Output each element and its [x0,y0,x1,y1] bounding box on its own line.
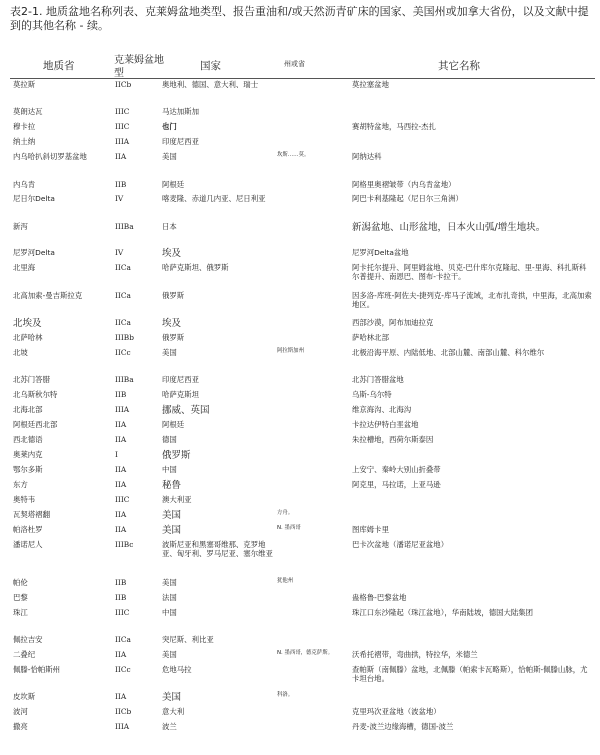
cell-other-names: 阿格里奥褶皱带（内乌肯盆地） [352,180,456,189]
cell-country: 印度尼西亚 [162,375,199,384]
cell-province: 帕伦 [13,578,28,587]
cell-country: 意大利 [162,707,185,716]
cell-country: 美国 [162,578,177,587]
cell-other-names: 上安宁、秦岭大别山折叠带 [352,465,441,474]
cell-province: 内乌肯 [13,180,36,189]
cell-other-names: 新潟盆地、山形盆地，日本火山弧/增生地块。 [352,222,546,233]
cell-klemme-type: IICa [115,263,131,272]
cell-klemme-type: I [115,450,118,459]
cell-state: 犹他州 [277,578,294,584]
cell-province: 帕洛杜罗 [13,525,43,534]
cell-country: 也门 [162,122,177,131]
cell-province: 奥莱内克 [13,450,43,459]
cell-klemme-type: IIIC [115,122,130,131]
cell-country: 美国 [162,510,182,521]
cell-other-names: 珠江口东沙隆起（珠江盆地），华南陆坡，德国大陆集团 [352,608,534,617]
cell-country: 中国 [162,608,177,617]
cell-country: 日本 [162,222,177,231]
header-other: 其它名称 [438,60,480,72]
cell-country: 哈萨克斯坦 [162,390,199,399]
cell-other-names: 阿纳达科 [352,152,382,161]
cell-country: 波兰 [162,722,177,731]
cell-klemme-type: IICb [115,707,132,716]
cell-other-names: 萨哈林北部 [352,333,389,342]
cell-other-names: 北苏门答腊盆地 [352,375,404,384]
cell-province: 西北德语 [13,435,43,444]
cell-klemme-type: IIIA [115,722,130,731]
cell-country: 喀麦隆、赤道几内亚、尼日利亚 [162,194,266,203]
cell-country: 挪威、英国 [162,405,210,416]
cell-province: 巴黎 [13,593,28,602]
cell-state: 科洛。 [277,692,294,698]
cell-country: 美国 [162,692,182,703]
cell-klemme-type: IIIBa [115,222,134,231]
cell-province: 东方 [13,480,28,489]
cell-province: 北里海 [13,263,36,272]
cell-state: N. 墨西哥，德克萨斯。 [277,650,333,656]
cell-province: 新泻 [13,222,28,231]
cell-other-names: 丹麦-波兰边缘海槽，德国-波兰 [352,722,454,731]
cell-klemme-type: IICa [115,635,131,644]
cell-other-names: 阿巴卡利基隆起（尼日尔三角洲） [352,194,463,203]
cell-country: 危地马拉 [162,665,192,674]
cell-country: 美国 [162,525,182,536]
cell-country: 马达加斯加 [162,107,199,116]
header-klemme-line2: 型 [114,68,124,79]
cell-klemme-type: IIB [115,390,127,399]
cell-klemme-type: IIIBc [115,540,134,549]
cell-klemme-type: IICc [115,665,131,674]
cell-klemme-type: IIA [115,420,127,429]
cell-state: 方舟。 [277,510,294,516]
cell-other-names: 朱拉槽地，西荷尔斯泰因 [352,435,434,444]
cell-klemme-type: IIB [115,578,127,587]
cell-province: 尼罗河Delta [13,248,55,257]
cell-country: 俄罗斯 [162,291,185,300]
cell-province: 潘诺尼人 [13,540,43,549]
cell-country: 中国 [162,465,177,474]
cell-country: 阿根廷 [162,180,185,189]
cell-klemme-type: IIIC [115,495,130,504]
header-state: 州或省 [284,60,305,68]
cell-province: 撒亮 [13,722,28,731]
cell-other-names: 北极沿海平原、内陆低地、北部山麓、南部山麓、科尔维尔 [352,348,545,357]
cell-province: 珠江 [13,608,28,617]
cell-country: 德国 [162,435,177,444]
cell-other-names: 查帕斯（南佩滕）盆地，北佩滕（帕索卡瓦略斯），恰帕斯-佩滕山脉，尤卡坦台地。 [352,665,588,683]
cell-klemme-type: IIA [115,465,127,474]
cell-province: 北海北部 [13,405,43,414]
cell-province: 佩拉吉安 [13,635,43,644]
cell-state: 阿拉斯加州 [277,348,304,354]
cell-klemme-type: IIIC [115,608,130,617]
cell-province: 波河 [13,707,28,716]
cell-country: 哈萨克斯坦、俄罗斯 [162,263,229,272]
cell-other-names: 卡拉达伊特白垩盆地 [352,420,419,429]
cell-country: 法国 [162,593,177,602]
cell-province: 阿根廷西北部 [13,420,58,429]
cell-country: 埃及 [162,318,182,329]
header-country: 国家 [200,60,221,72]
cell-klemme-type: IIA [115,525,127,534]
cell-klemme-type: IIIBb [115,333,134,342]
cell-other-names: 莫拉塞盆地 [352,80,389,89]
cell-klemme-type: IIB [115,593,127,602]
cell-other-names: 乌斯-乌尔特 [352,390,392,399]
cell-other-names: 巴卡次盆地（潘诺尼亚盆地） [352,540,449,549]
cell-klemme-type: IIA [115,510,127,519]
cell-province: 穆卡拉 [13,122,36,131]
cell-country: 奥地利、德国、意大利、瑞士 [162,80,259,89]
cell-country: 美国 [162,348,177,357]
cell-other-names: 蛊格鲁-巴黎盆地 [352,593,407,602]
cell-province: 瓦契塔褶翻 [13,510,50,519]
cell-province: 鄂尔多斯 [13,465,43,474]
cell-klemme-type: IV [115,248,124,257]
cell-country: 阿根廷 [162,420,185,429]
cell-country: 埃及 [162,248,182,259]
cell-klemme-type: IIIA [115,137,130,146]
cell-country: 俄罗斯 [162,450,191,461]
cell-other-names: 阿卡托尔提升、阿里姆盆地、贝克-巴什库尔克隆起、里-里海、科扎斯科尔普提升、南恩巴、图布-卡拉干。 [352,263,587,281]
cell-klemme-type: IIIBa [115,375,134,384]
cell-klemme-type: IIA [115,692,127,701]
cell-other-names: 维京海沟、北海沟 [352,405,412,414]
cell-state: 坎斯……莫。 [277,152,310,158]
cell-klemme-type: IIA [115,480,127,489]
cell-country: 美国 [162,152,177,161]
cell-province: 纳土纳 [13,137,36,146]
cell-province: 莫朗达瓦 [13,107,43,116]
cell-klemme-type: IICa [115,318,131,327]
cell-country: 澳大利亚 [162,495,192,504]
cell-klemme-type: IIIC [115,107,130,116]
cell-province: 北坡 [13,348,28,357]
cell-country: 俄罗斯 [162,333,185,342]
cell-other-names: 尼罗河Delta盆地 [352,248,409,257]
cell-province: 莫拉斯 [13,80,36,89]
table-header [10,50,595,79]
cell-province: 内乌哈扒斜切罗基盆地 [13,152,87,161]
cell-klemme-type: IIA [115,650,127,659]
cell-province: 北萨哈林 [13,333,43,342]
cell-province: 佩滕-恰帕斯州 [13,665,61,674]
cell-other-names: 沃希托褶带，弯曲拱，特拉华，米德兰 [352,650,478,659]
cell-state: N. 墨西哥 [277,525,301,531]
cell-province: 二叠纪 [13,650,36,659]
cell-other-names: 西部沙漠，阿布加迪拉克 [352,318,434,327]
cell-country: 突尼斯、利比亚 [162,635,214,644]
cell-province: 北苏门答腊 [13,375,50,384]
cell-country: 波斯尼亚和黑塞哥维那、克罗地亚、匈牙利、罗马尼亚、塞尔维亚 [162,540,273,558]
cell-other-names: 赛胡特盆地，马西拉-杰扎 [352,122,436,131]
cell-other-names: 阿克里，马拉诺，上亚马逊 [352,480,441,489]
cell-klemme-type: IICb [115,80,132,89]
cell-other-names: 因多洛-库班-阿佐夫-捷列克-库马子流域，北布扎奇拱，中里海，北高加索地区。 [352,291,592,309]
cell-other-names: 图库姆卡里 [352,525,389,534]
cell-province: 尼日尔Delta [13,194,55,203]
cell-klemme-type: IICa [115,291,131,300]
cell-country: 印度尼西亚 [162,137,199,146]
table-caption: 表2-1. 地质盆地名称列表、克莱姆盆地类型、报告重油和/或天然沥青矿床的国家、美国州或加拿大省份，以及文献中提到的其他名称 - 续。 [10,5,589,32]
cell-country: 美国 [162,650,177,659]
cell-klemme-type: IICc [115,348,131,357]
cell-klemme-type: IV [115,194,124,203]
cell-province: 北高加索-曼吉斯拉克 [13,291,83,300]
cell-klemme-type: IIA [115,152,127,161]
header-province: 地质省 [43,60,75,72]
cell-province: 北乌斯秋尔特 [13,390,58,399]
cell-klemme-type: IIA [115,435,127,444]
cell-province: 皮坎斯 [13,692,36,701]
header-klemme-line1: 克莱姆盆地 [114,55,164,66]
cell-province: 奥特韦 [13,495,36,504]
cell-klemme-type: IIB [115,180,127,189]
cell-other-names: 克里玛次亚盆地（波盆地） [352,707,441,716]
cell-province: 北埃及 [13,318,42,329]
cell-country: 秘鲁 [162,480,182,491]
cell-klemme-type: IIIA [115,405,130,414]
